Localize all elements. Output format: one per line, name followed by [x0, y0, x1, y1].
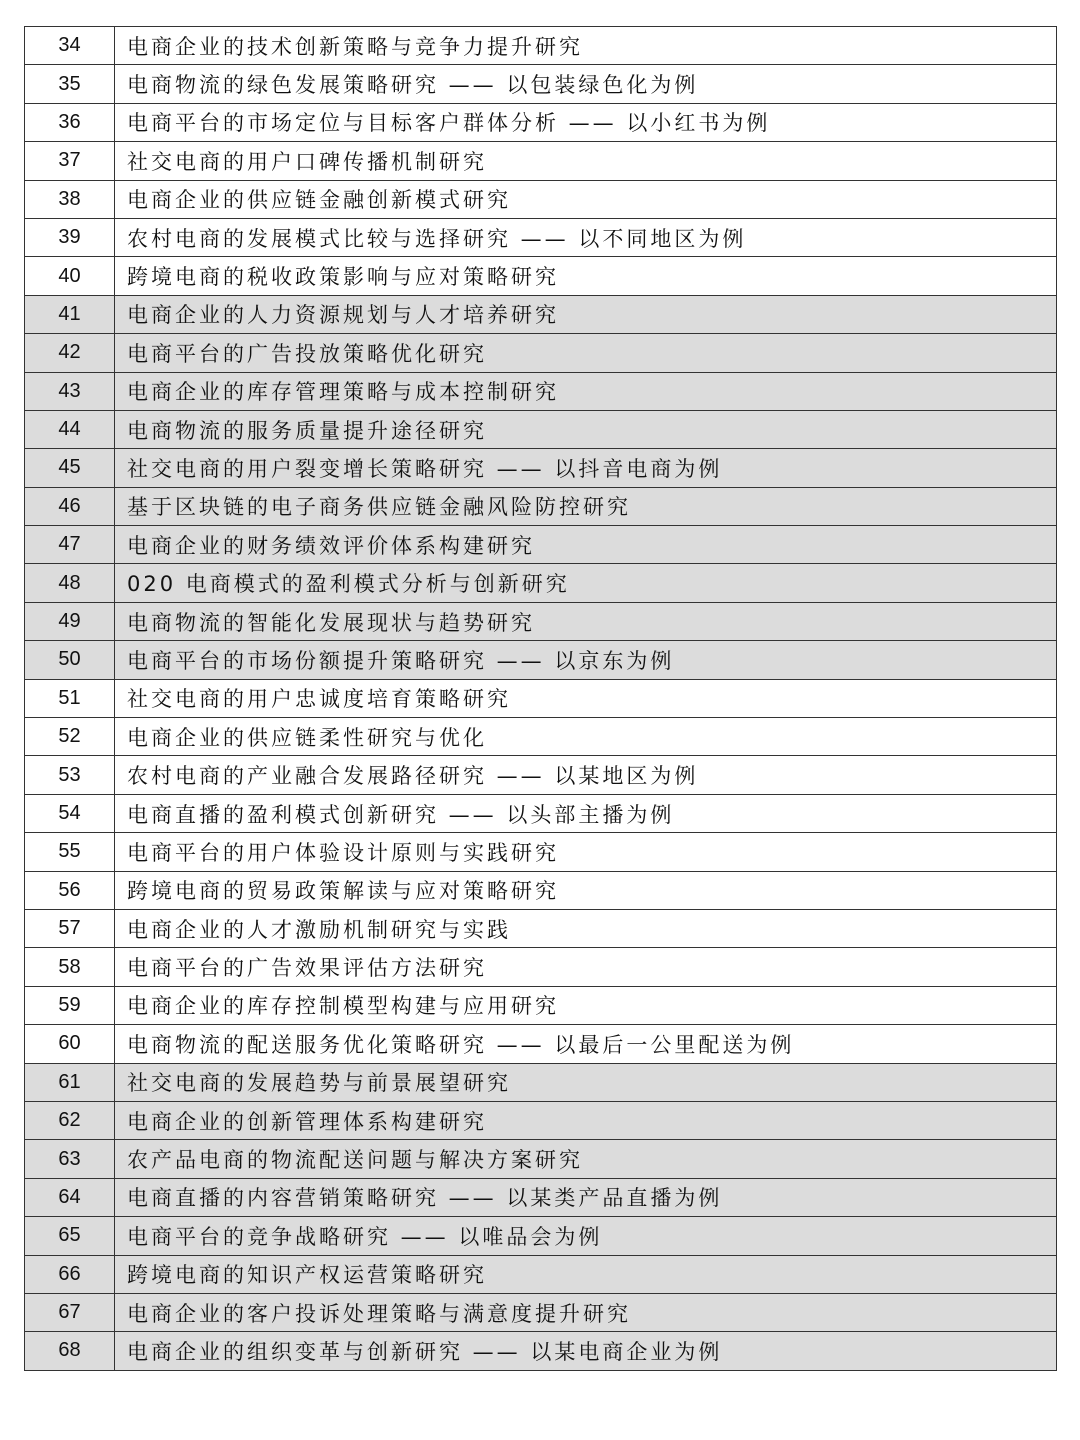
table-row: [25, 142, 1057, 180]
table-row: [25, 65, 1057, 103]
row-number: 35: [25, 65, 115, 103]
row-number: 40: [25, 257, 115, 295]
table-row: [25, 410, 1057, 448]
row-number: 51: [25, 679, 115, 717]
table-row: [25, 564, 1057, 602]
table-row: [25, 679, 1057, 717]
row-number: 44: [25, 410, 115, 448]
row-number: 48: [25, 564, 115, 602]
table-row: [25, 909, 1057, 947]
topic-title: 社交电商的发展趋势与前景展望研究: [115, 1063, 1057, 1101]
table-row: [25, 526, 1057, 564]
table-row: [25, 1293, 1057, 1331]
row-number: 62: [25, 1101, 115, 1139]
topic-title: 社交电商的用户忠诚度培育策略研究: [115, 679, 1057, 717]
topic-title: 跨境电商的知识产权运营策略研究: [115, 1255, 1057, 1293]
topic-title: 电商平台的竞争战略研究 —— 以唯品会为例: [115, 1217, 1057, 1255]
table-row: [25, 833, 1057, 871]
table-row: [25, 641, 1057, 679]
table-row: [25, 334, 1057, 372]
table-row: [25, 180, 1057, 218]
table-row: [25, 487, 1057, 525]
table-row: [25, 756, 1057, 794]
topic-title: 电商平台的市场份额提升策略研究 —— 以京东为例: [115, 641, 1057, 679]
topic-title: 电商平台的广告效果评估方法研究: [115, 948, 1057, 986]
topic-title: 电商企业的库存控制模型构建与应用研究: [115, 986, 1057, 1024]
topic-title: 电商企业的组织变革与创新研究 —— 以某电商企业为例: [115, 1332, 1057, 1370]
topic-title: 电商企业的人才激励机制研究与实践: [115, 909, 1057, 947]
topic-table-body: [25, 27, 1057, 1371]
row-number: 52: [25, 718, 115, 756]
row-number: 49: [25, 602, 115, 640]
row-number: 43: [25, 372, 115, 410]
row-number: 57: [25, 909, 115, 947]
topic-title: 电商物流的绿色发展策略研究 —— 以包装绿色化为例: [115, 65, 1057, 103]
row-number: 64: [25, 1178, 115, 1216]
table-row: [25, 602, 1057, 640]
topic-title: 电商物流的智能化发展现状与趋势研究: [115, 602, 1057, 640]
topic-table: [24, 26, 1057, 1371]
topic-title: 电商平台的广告投放策略优化研究: [115, 334, 1057, 372]
topic-title: 电商企业的人力资源规划与人才培养研究: [115, 295, 1057, 333]
row-number: 67: [25, 1293, 115, 1331]
table-row: [25, 1025, 1057, 1063]
row-number: 38: [25, 180, 115, 218]
table-row: [25, 257, 1057, 295]
row-number: 55: [25, 833, 115, 871]
row-number: 66: [25, 1255, 115, 1293]
row-number: 34: [25, 27, 115, 65]
row-number: 39: [25, 218, 115, 256]
table-row: [25, 1217, 1057, 1255]
topic-title: 电商企业的库存管理策略与成本控制研究: [115, 372, 1057, 410]
table-row: [25, 718, 1057, 756]
topic-title: 电商企业的技术创新策略与竞争力提升研究: [115, 27, 1057, 65]
topic-title: 电商企业的客户投诉处理策略与满意度提升研究: [115, 1293, 1057, 1331]
table-row: [25, 218, 1057, 256]
table-row: [25, 1178, 1057, 1216]
topic-title: 电商企业的创新管理体系构建研究: [115, 1101, 1057, 1139]
table-row: [25, 986, 1057, 1024]
row-number: 36: [25, 103, 115, 141]
row-number: 58: [25, 948, 115, 986]
topic-title: 电商直播的盈利模式创新研究 —— 以头部主播为例: [115, 794, 1057, 832]
table-row: [25, 948, 1057, 986]
topic-title: 电商物流的配送服务优化策略研究 —— 以最后一公里配送为例: [115, 1025, 1057, 1063]
row-number: 41: [25, 295, 115, 333]
topic-title: 电商企业的供应链柔性研究与优化: [115, 718, 1057, 756]
table-row: [25, 1101, 1057, 1139]
topic-title: 农产品电商的物流配送问题与解决方案研究: [115, 1140, 1057, 1178]
row-number: 54: [25, 794, 115, 832]
table-row: [25, 372, 1057, 410]
topic-title: 社交电商的用户口碑传播机制研究: [115, 142, 1057, 180]
table-row: [25, 871, 1057, 909]
topic-title: 农村电商的发展模式比较与选择研究 —— 以不同地区为例: [115, 218, 1057, 256]
table-row: [25, 295, 1057, 333]
table-row: [25, 449, 1057, 487]
row-number: 45: [25, 449, 115, 487]
table-row: [25, 1063, 1057, 1101]
topic-title: 跨境电商的税收政策影响与应对策略研究: [115, 257, 1057, 295]
topic-title: 农村电商的产业融合发展路径研究 —— 以某地区为例: [115, 756, 1057, 794]
table-row: [25, 1332, 1057, 1370]
topic-title: 跨境电商的贸易政策解读与应对策略研究: [115, 871, 1057, 909]
row-number: 53: [25, 756, 115, 794]
row-number: 63: [25, 1140, 115, 1178]
row-number: 46: [25, 487, 115, 525]
row-number: 65: [25, 1217, 115, 1255]
row-number: 61: [25, 1063, 115, 1101]
row-number: 47: [25, 526, 115, 564]
row-number: 42: [25, 334, 115, 372]
table-row: [25, 27, 1057, 65]
topic-title: 电商企业的供应链金融创新模式研究: [115, 180, 1057, 218]
topic-title: 电商平台的市场定位与目标客户群体分析 —— 以小红书为例: [115, 103, 1057, 141]
table-row: [25, 1255, 1057, 1293]
topic-title: 电商平台的用户体验设计原则与实践研究: [115, 833, 1057, 871]
row-number: 68: [25, 1332, 115, 1370]
table-row: [25, 1140, 1057, 1178]
row-number: 37: [25, 142, 115, 180]
table-row: [25, 794, 1057, 832]
topic-title: 基于区块链的电子商务供应链金融风险防控研究: [115, 487, 1057, 525]
topic-title: 电商企业的财务绩效评价体系构建研究: [115, 526, 1057, 564]
topic-title: 社交电商的用户裂变增长策略研究 —— 以抖音电商为例: [115, 449, 1057, 487]
row-number: 50: [25, 641, 115, 679]
topic-title: 020 电商模式的盈利模式分析与创新研究: [115, 564, 1057, 602]
row-number: 60: [25, 1025, 115, 1063]
row-number: 56: [25, 871, 115, 909]
topic-title: 电商物流的服务质量提升途径研究: [115, 410, 1057, 448]
table-row: [25, 103, 1057, 141]
topic-title: 电商直播的内容营销策略研究 —— 以某类产品直播为例: [115, 1178, 1057, 1216]
row-number: 59: [25, 986, 115, 1024]
